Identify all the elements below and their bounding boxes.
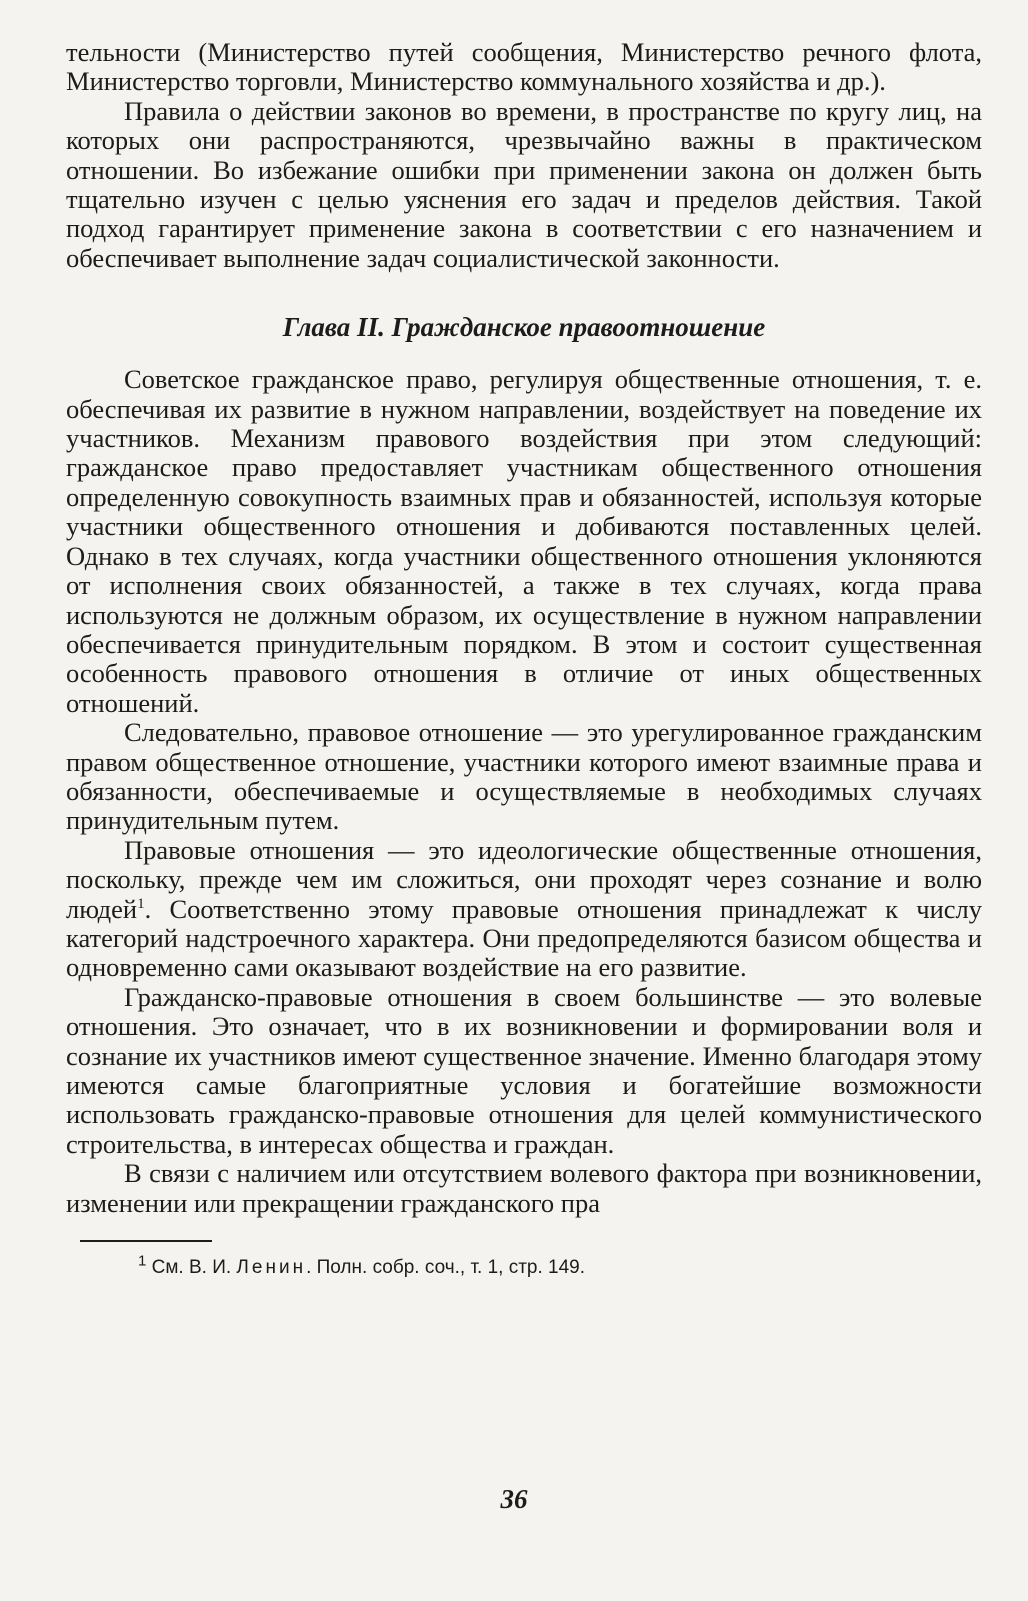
paragraph-text-after-footnote: . Соответственно этому правовые отношения принадлежат к числу категорий надстроечного характера. Они предопределяются базисом общества и одновременно сами оказывают воздействие на его развитие. bbox=[66, 893, 982, 983]
paragraph-legal-relations-ideological bbox=[66, 836, 982, 983]
footnote-marker-inline: 1 bbox=[137, 895, 145, 912]
chapter-title: Глава II. Гражданское правоотношение bbox=[282, 312, 766, 343]
footnote-author: Ленин bbox=[236, 1257, 307, 1279]
footnote-divider bbox=[80, 1240, 212, 1242]
footnote-marker: 1 bbox=[138, 1252, 147, 1270]
paragraph-text-before-footnote: Правовые отношения — это идеологические общественные отношения, поскольку, прежде чем им сложиться, они проходят через сознание и волю людей bbox=[66, 834, 982, 924]
paragraph-volitional-relations: Гражданско-правовые отношения в своем большинстве — это волевые отношения. Это означает, что в их возникновении и формировании воля и сознание их участников имеют существенное значение. Именно благодаря этому имеются самые благоприятные условия и богатейшие возможности использовать гражданско-правовые отношения для целей коммунистического строительства, в интересах общества и граждан. bbox=[66, 981, 982, 1159]
footnote-prefix: См. В. И. bbox=[151, 1257, 237, 1279]
paragraph-soviet-civil-law: Советское гражданское право, регулируя общественные отношения, т. е. обеспечивая их развитие в нужном направлении, воздействует на поведение их участников. Механизм правового воздействия при этом следующий: гражданское право предоставляет участникам общественного отношения определенную совокупность взаимных прав и обязанностей, используя которые участники общественного отношения и добиваются поставленных целей. Однако в тех случаях, когда участники общественного отношения уклоняются от исполнения своих обязанностей, а также в тех случаях, когда права используются не должным образом, их осуществление в нужном направлении обеспечивается принудительным порядком. В этом и состоит существенная особенность правового отношения в отличие от иных общественных отношений. bbox=[66, 364, 982, 718]
paragraph-consequently: Следовательно, правовое отношение — это урегулированное гражданским правом общественное отношение, участники которого имеют взаимные права и обязанности, обеспечиваемые и осуществляемые в необходимых случаях принудительным путем. bbox=[66, 717, 982, 836]
page-number: 36 bbox=[500, 1484, 528, 1514]
footnote-source: . Полн. собр. соч., т. 1, стр. 149. bbox=[306, 1257, 586, 1279]
paragraph-volitional-factor: В связи с наличием или отсутствием волевого фактора при возникновении, изменении или прекращении гражданского пра bbox=[66, 1158, 982, 1218]
footnote bbox=[138, 1252, 982, 1280]
paragraph-continuation: тельности (Министерство путей сообщения, Министерство речного флота, Министерство торговли, Министерство коммунального хозяйства и др.). bbox=[66, 37, 982, 97]
paragraph-laws-application: Правила о действии законов во времени, в пространстве по кругу лиц, на которых они распространяются, чрезвычайно важны в практическом отношении. Во избежание ошибки при применении закона он должен быть тщательно изучен с целью уяснения его задач и пределов действия. Такой подход гарантирует применение закона в соответствии с его назначением и обеспечивает выполнение задач социалистической законности. bbox=[66, 95, 982, 273]
